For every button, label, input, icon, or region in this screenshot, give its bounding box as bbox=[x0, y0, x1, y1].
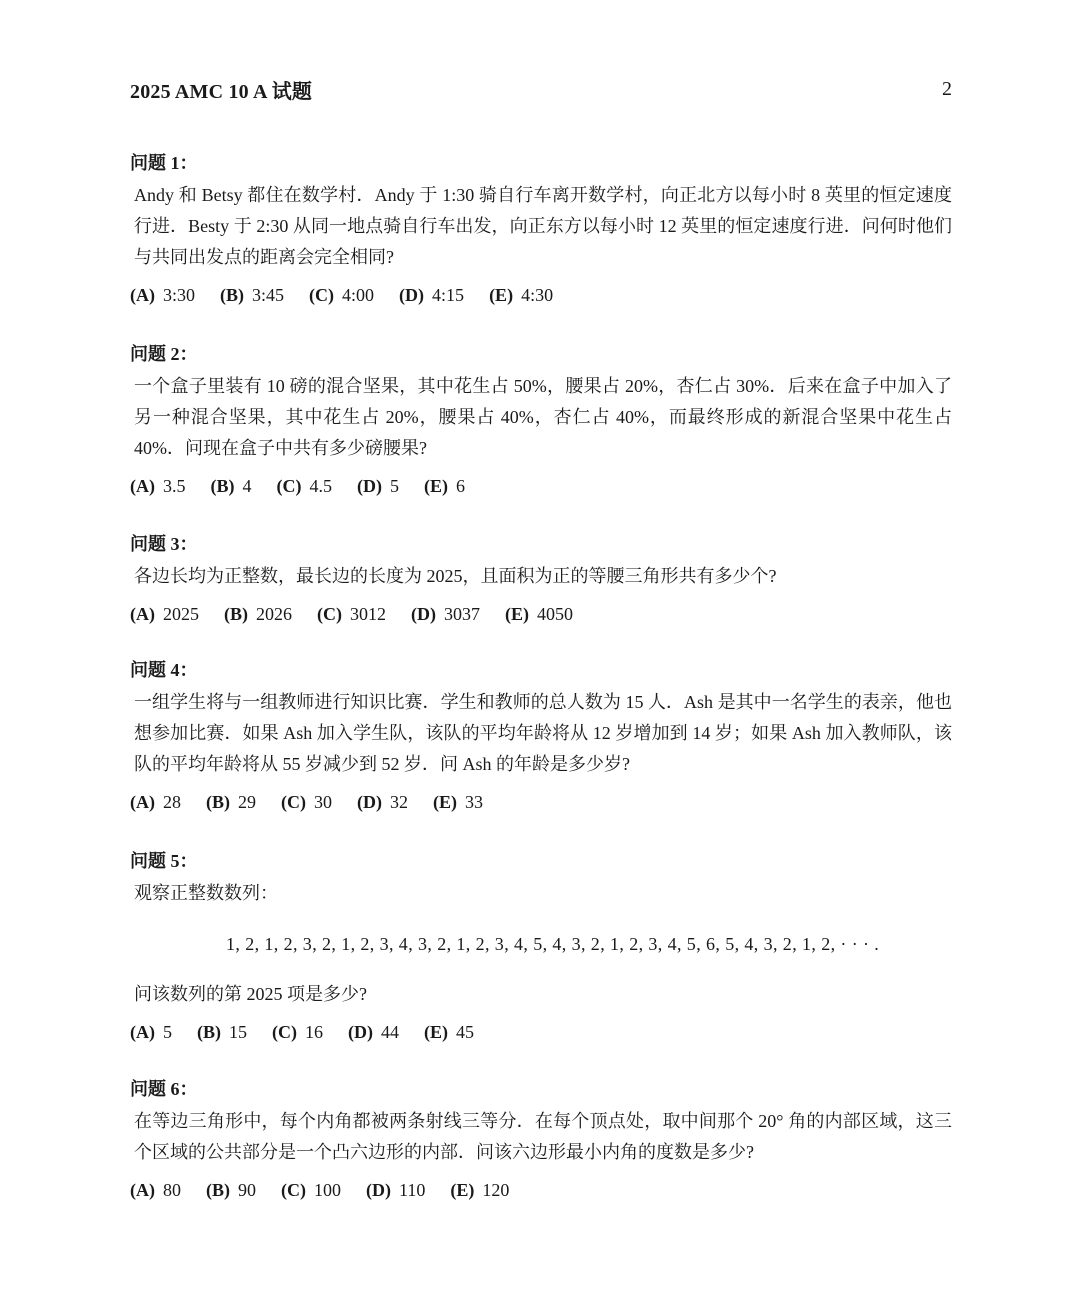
choice-a: (A) 3:30 bbox=[130, 285, 196, 305]
problem-title: 问题 6： bbox=[130, 1079, 198, 1099]
problem-text: 观察正整数数列： bbox=[134, 883, 278, 903]
problem-6 bbox=[130, 1078, 952, 1204]
problem-2 bbox=[130, 343, 952, 500]
header-title: 2025 AMC 10 A 试题 bbox=[130, 80, 313, 103]
choice-e: (E) 4050 bbox=[505, 604, 573, 624]
answer-choices bbox=[130, 1018, 952, 1046]
choice-b: (B) 15 bbox=[197, 1022, 247, 1042]
problem-title: 问题 5： bbox=[130, 851, 198, 871]
answer-choices bbox=[130, 788, 952, 816]
page-number: 2 bbox=[942, 77, 952, 100]
choice-c: (C) 16 bbox=[272, 1022, 323, 1042]
problem-text: 各边长均为正整数，最长边的长度为 2025，且面积为正的等腰三角形共有多少个? bbox=[134, 566, 777, 586]
choice-a: (A) 2025 bbox=[130, 604, 199, 624]
choice-c: (C) 30 bbox=[281, 792, 332, 812]
choice-c: (C) 4.5 bbox=[276, 476, 332, 496]
choice-b: (B) 90 bbox=[206, 1180, 256, 1200]
problem-title: 问题 2： bbox=[130, 344, 198, 364]
choice-d: (D) 5 bbox=[357, 476, 399, 496]
choice-e: (E) 6 bbox=[424, 476, 465, 496]
problem-5 bbox=[130, 850, 952, 1046]
answer-choices bbox=[130, 600, 952, 628]
choice-d: (D) 32 bbox=[357, 792, 408, 812]
choice-e: (E) 33 bbox=[433, 792, 483, 812]
choice-b: (B) 3:45 bbox=[220, 285, 285, 305]
problem-text: 一组学生将与一组教师进行知识比赛．学生和教师的总人数为 15 人．Ash 是其中一名学生的表亲，他也想参加比赛．如果 Ash 加入学生队，该队的平均年龄将从 12 岁增加到 14 岁；如果 Ash 加入教师队，该队的平均年龄将从 55 岁减少到 52 岁．问 Ash 的年龄是多少岁? bbox=[134, 692, 952, 774]
problem-text: Andy 和 Betsy 都住在数学村．Andy 于 1:30 骑自行车离开数学村，向正北方以每小时 8 英里的恒定速度行进．Besty 于 2:30 从同一地点骑自行车出发，向正东方以每小时 12 英里的恒定速度行进．问何时他们与共同出发点的距离会完全相同? bbox=[134, 185, 952, 267]
problem-text: 在等边三角形中，每个内角都被两条射线三等分．在每个顶点处，取中间那个 20° 角的内部区域，这三个区域的公共部分是一个凸六边形的内部．问该六边形最小内角的度数是多少? bbox=[134, 1111, 952, 1162]
choice-c: (C) 3012 bbox=[317, 604, 386, 624]
choice-c: (C) 4:00 bbox=[309, 285, 375, 305]
choice-d: (D) 44 bbox=[348, 1022, 399, 1042]
choice-a: (A) 3.5 bbox=[130, 476, 186, 496]
choice-c: (C) 100 bbox=[281, 1180, 341, 1200]
choice-a: (A) 5 bbox=[130, 1022, 172, 1042]
problem-1 bbox=[130, 152, 952, 309]
answer-choices bbox=[130, 1176, 952, 1204]
problem-title: 问题 1： bbox=[130, 153, 198, 173]
choice-d: (D) 4:15 bbox=[399, 285, 465, 305]
problem-question: 问该数列的第 2025 项是多少? bbox=[134, 984, 367, 1004]
page-header bbox=[130, 74, 952, 104]
choice-a: (A) 80 bbox=[130, 1180, 181, 1200]
problem-4 bbox=[130, 659, 952, 816]
choice-b: (B) 4 bbox=[210, 476, 252, 496]
choice-d: (D) 3037 bbox=[411, 604, 480, 624]
answer-choices bbox=[130, 472, 952, 500]
problem-title: 问题 3： bbox=[130, 534, 198, 554]
choice-d: (D) 110 bbox=[366, 1180, 426, 1200]
problem-text: 一个盒子里装有 10 磅的混合坚果，其中花生占 50%，腰果占 20%，杏仁占 30%．后来在盒子中加入了另一种混合坚果，其中花生占 20%，腰果占 40%，杏仁占 40%，而最终形成的新混合坚果中花生占 40%．问现在盒子中共有多少磅腰果? bbox=[134, 376, 952, 458]
choice-e: (E) 45 bbox=[424, 1022, 474, 1042]
choice-e: (E) 120 bbox=[450, 1180, 510, 1200]
choice-b: (B) 2026 bbox=[224, 604, 292, 624]
problem-3 bbox=[130, 533, 952, 628]
choice-a: (A) 28 bbox=[130, 792, 181, 812]
answer-choices bbox=[130, 281, 952, 309]
choice-e: (E) 4:30 bbox=[489, 285, 554, 305]
problem-title: 问题 4： bbox=[130, 660, 198, 680]
number-sequence: 1, 2, 1, 2, 3, 2, 1, 2, 3, 4, 3, 2, 1, 2, 3, 4, 5, 4, 3, 2, 1, 2, 3, 4, 5, 6, 5, 4, 3, 2, 1, 2, · · · . bbox=[226, 934, 880, 954]
choice-b: (B) 29 bbox=[206, 792, 256, 812]
